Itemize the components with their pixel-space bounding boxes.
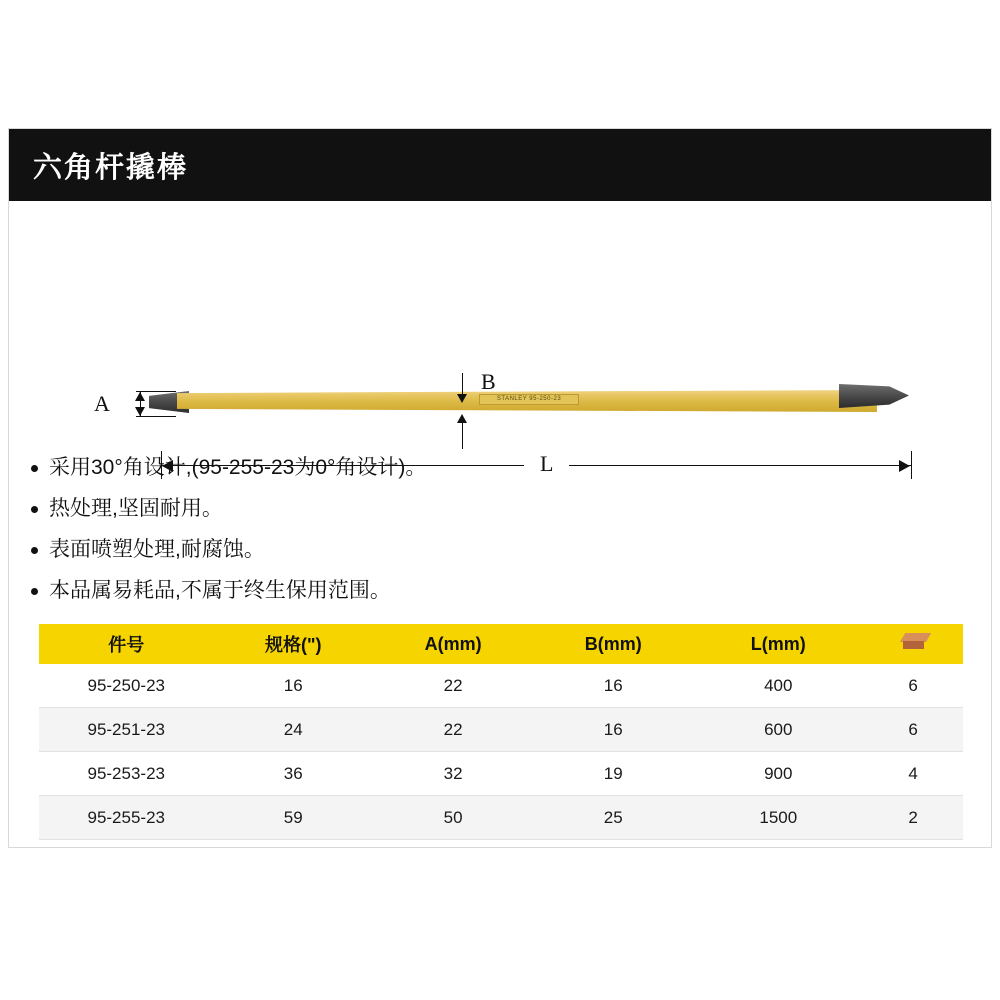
list-item: [31, 490, 971, 528]
carton-box-icon: [900, 633, 926, 650]
table-row: [39, 796, 963, 840]
feature-text: 表面喷塑处理,耐腐蚀。: [49, 538, 265, 561]
list-item: [31, 572, 971, 610]
bullet-icon: [31, 465, 38, 472]
col-header-a: A(mm): [373, 624, 533, 664]
list-item: [31, 449, 971, 487]
cell-a: 50: [443, 807, 463, 827]
col-header-l: L(mm): [693, 624, 863, 664]
page-title: 六角杆撬棒: [33, 151, 189, 184]
col-header-b: B(mm): [533, 624, 693, 664]
tool-point-end-icon: [839, 384, 909, 408]
table-row: [39, 752, 963, 796]
bullet-icon: [31, 547, 38, 554]
list-item: [31, 531, 971, 569]
cell-spec: 36: [283, 763, 303, 783]
col-header-part-number: 件号: [39, 624, 213, 664]
cell-b: 25: [603, 807, 623, 827]
cell-a: 22: [443, 719, 463, 739]
cell-part-number: 95-250-23: [87, 675, 165, 695]
cell-spec: 24: [283, 719, 303, 739]
cell-spec: 16: [283, 675, 303, 695]
dim-b-label: B: [481, 369, 496, 394]
cell-a: 32: [443, 763, 463, 783]
cell-b: 16: [603, 719, 623, 739]
dim-a-label: A: [94, 391, 110, 416]
dim-a-arrow-up-icon: [135, 392, 145, 401]
bullet-icon: [31, 588, 38, 595]
cell-b: 19: [603, 763, 623, 783]
dim-b-arrow-down-icon: [457, 394, 467, 403]
cell-part-number: 95-251-23: [87, 719, 165, 739]
cell-l: 900: [764, 763, 793, 783]
table-body: [39, 664, 963, 840]
cell-l: 600: [764, 719, 793, 739]
cell-qty: 6: [908, 675, 918, 695]
dim-a-lower-tick: [136, 416, 176, 417]
spec-table: [39, 624, 963, 840]
table-header-row: [39, 624, 963, 664]
product-card: [8, 128, 992, 848]
table-header: [39, 624, 963, 664]
cell-part-number: 95-255-23: [87, 807, 165, 827]
dim-a-arrow-down-icon: [135, 407, 145, 416]
feature-list: [31, 449, 971, 613]
cell-part-number: 95-253-23: [87, 763, 165, 783]
dim-b-arrow-up-icon: [457, 414, 467, 423]
cell-qty: 4: [908, 763, 918, 783]
feature-text: 采用30°角设计,(95-255-23为0°角设计)。: [49, 456, 427, 479]
cell-a: 22: [443, 675, 463, 695]
col-header-carton-qty: [863, 624, 963, 664]
cell-l: 400: [764, 675, 793, 695]
cell-l: 1500: [759, 807, 798, 827]
dim-l-label: L: [524, 451, 569, 477]
cell-b: 16: [603, 675, 623, 695]
tool-stamp-label: STANLEY 95-250-23: [479, 394, 579, 405]
cell-qty: 2: [908, 807, 918, 827]
table-row: [39, 664, 963, 708]
tool-illustration: [149, 376, 909, 422]
cell-qty: 6: [908, 719, 918, 739]
table-row: [39, 708, 963, 752]
feature-text: 热处理,坚固耐用。: [49, 497, 223, 520]
bullet-icon: [31, 506, 38, 513]
title-bar: [9, 129, 991, 201]
cell-spec: 59: [283, 807, 303, 827]
feature-text: 本品属易耗品,不属于终生保用范围。: [49, 579, 391, 602]
col-header-spec: 规格("): [213, 624, 373, 664]
